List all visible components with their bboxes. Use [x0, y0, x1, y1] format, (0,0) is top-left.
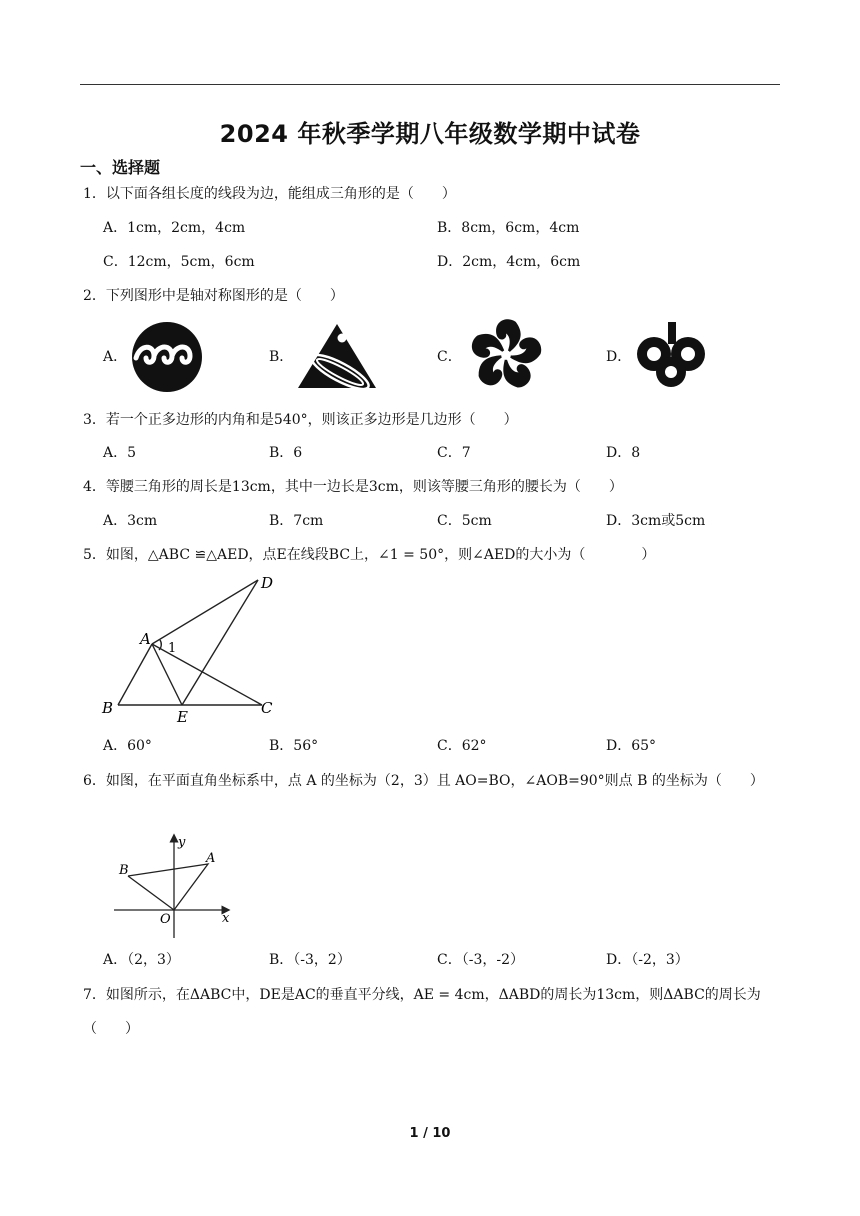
q2-option-d: D． — [606, 349, 632, 365]
q2-option-c: C． — [437, 349, 462, 365]
q3-option-a: A．5 — [103, 445, 137, 461]
wave-circle-figure — [130, 320, 204, 394]
q4-option-a: A．3cm — [103, 513, 158, 529]
question-6-stem: 6．如图，在平面直角坐标系中，点 A 的坐标为（2，3）且 AO=BO，∠AOB=90°则点 B 的坐标为（ ） — [83, 773, 764, 789]
q4-option-b: B．7cm — [269, 513, 324, 529]
fig6-label-o: O — [160, 912, 171, 927]
question-2-stem: 2．下列图形中是轴对称图形的是（ ） — [83, 288, 344, 304]
q1-option-d: D．2cm，4cm，6cm — [437, 254, 581, 270]
q3-option-c: C．7 — [437, 445, 471, 461]
fig5-label-c: C — [261, 699, 273, 717]
swirl-flower-figure — [466, 316, 546, 394]
q5-option-b: B．56° — [269, 738, 319, 754]
triangle-ellipse-figure — [296, 322, 378, 390]
q6-option-d: D．（-2，3） — [606, 952, 689, 968]
page-number: 1 / 10 — [409, 1126, 451, 1141]
q5-option-c: C．62° — [437, 738, 487, 754]
q2-option-b: B． — [269, 349, 294, 365]
question-1-stem: 1．以下面各组长度的线段为边，能组成三角形的是（ ） — [83, 186, 456, 202]
question-7-stem: 7．如图所示，在ΔABC中，DE是AC的垂直平分线，AE = 4cm，ΔABD的周长为13cm，则ΔABC的周长为（ ） — [83, 987, 761, 1037]
fig5-label-d: D — [261, 574, 274, 592]
q4-option-d: D．3cm或5cm — [606, 513, 706, 529]
fig5-label-a: A — [140, 630, 151, 648]
section-heading: 一、选择题 — [80, 158, 161, 177]
question-5-stem: 5．如图，△ABC ≌△AED，点E在线段BC上，∠1 = 50°，则∠AED的大小为（ ） — [83, 547, 656, 563]
q1-option-a: A．1cm，2cm，4cm — [103, 220, 246, 236]
triangle-congruence-figure — [96, 572, 286, 726]
q3-option-b: B．6 — [269, 445, 303, 461]
three-circles-figure — [634, 322, 708, 388]
fig6-label-x: x — [222, 911, 230, 926]
q6-option-b: B．（-3，2） — [269, 952, 351, 968]
q1-option-c: C．12cm，5cm，6cm — [103, 254, 255, 270]
q1-option-b: B．8cm，6cm，4cm — [437, 220, 580, 236]
fig6-label-a: A — [206, 851, 216, 866]
q2-option-a: A． — [103, 349, 128, 365]
q5-option-d: D．65° — [606, 738, 657, 754]
page-title: 2024 年秋季学期八年级数学期中试卷 — [219, 120, 641, 148]
q4-option-c: C．5cm — [437, 513, 492, 529]
fig5-label-angle: 1 — [168, 641, 177, 656]
header-rule — [80, 84, 780, 85]
fig6-label-y: y — [178, 835, 186, 850]
fig5-label-e: E — [177, 708, 188, 726]
q6-option-a: A．（2，3） — [103, 952, 180, 968]
question-4-stem: 4．等腰三角形的周长是13cm，其中一边长是3cm，则该等腰三角形的腰长为（ ） — [83, 479, 623, 495]
fig6-label-b: B — [119, 863, 129, 878]
q5-option-a: A．60° — [103, 738, 152, 754]
q6-option-c: C．（-3，-2） — [437, 952, 524, 968]
coordinate-plane-figure — [108, 830, 238, 942]
q3-option-d: D．8 — [606, 445, 641, 461]
question-3-stem: 3．若一个正多边形的内角和是540°，则该正多边形是几边形（ ） — [83, 412, 518, 428]
fig5-label-b: B — [102, 699, 114, 717]
